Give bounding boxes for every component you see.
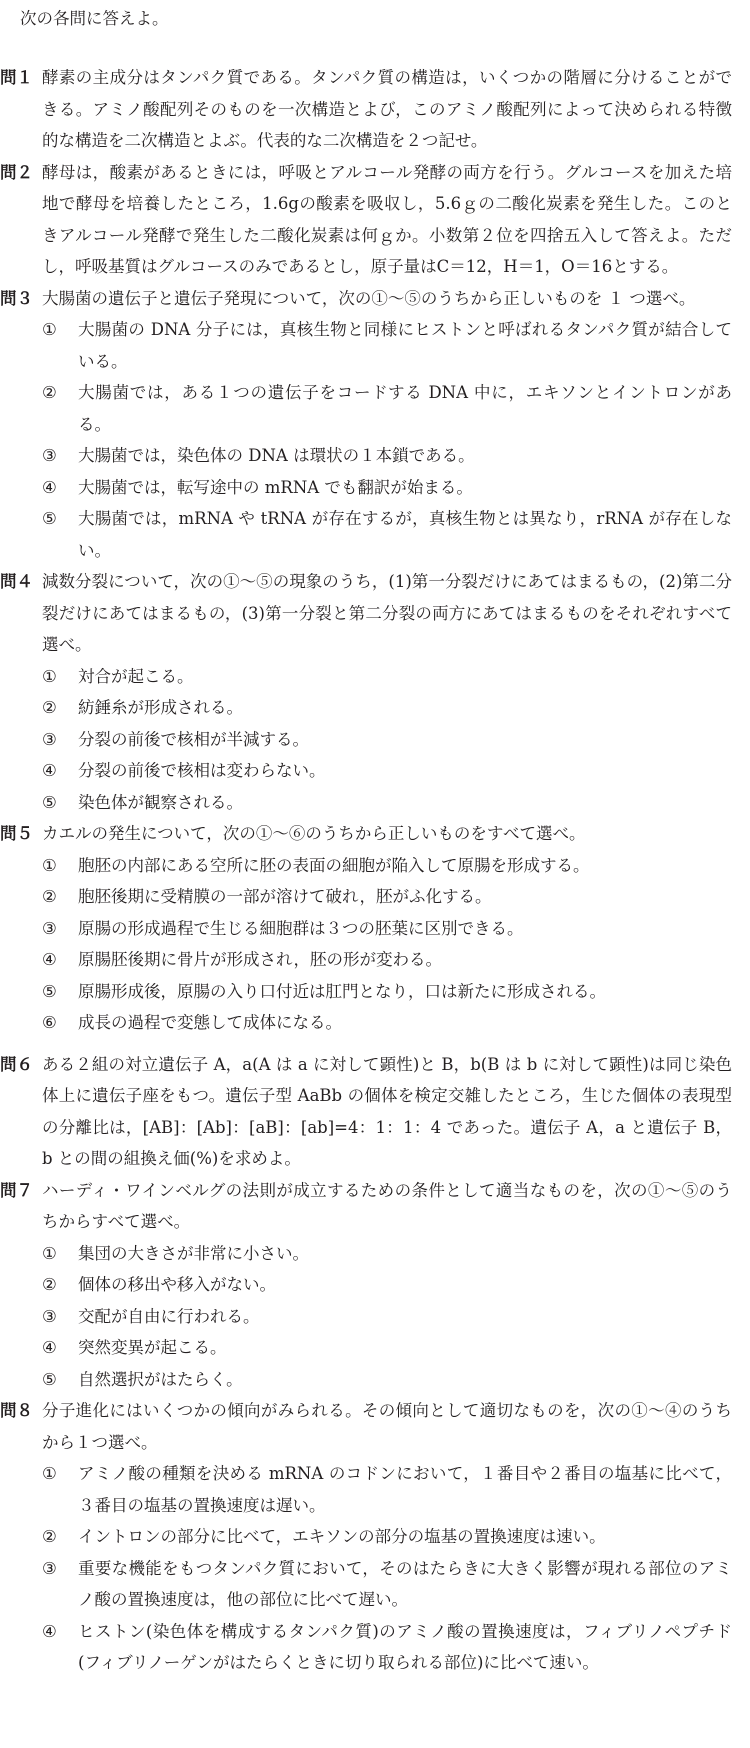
question-5 [0, 818, 732, 1039]
option [42, 692, 732, 724]
option [42, 1521, 732, 1553]
option-mark: ③ [42, 918, 57, 938]
option-mark: ② [42, 1275, 57, 1294]
option-mark: ① [42, 666, 57, 686]
option [42, 850, 732, 882]
option-text: 集団の大きさが非常に小さい。 [78, 1243, 309, 1263]
question-number: 問３ [0, 288, 33, 308]
option [42, 1364, 732, 1396]
question-text: カエルの発生について，次の①～⑥のうちから正しいものをすべて選べ。 [42, 824, 586, 843]
option-text: 胞胚の内部にある空所に胚の表面の細胞が陥入して原腸を形成する。 [78, 855, 590, 875]
option-text: アミノ酸の種類を決める mRNA のコドンにおいて，１番目や２番目の塩基に比べて，３番目の塩基の置換速度は遅い。 [78, 1464, 732, 1515]
option-mark: ④ [42, 1338, 57, 1357]
option [42, 377, 732, 440]
question-number: 問６ [0, 1054, 33, 1074]
option [42, 976, 732, 1008]
instructions: 次の各問に答えよ。 [20, 9, 169, 28]
option-mark: ④ [42, 477, 57, 497]
option [42, 1301, 732, 1333]
option [42, 1238, 732, 1270]
question-text: 減数分裂について，次の①～⑤の現象のうち，(1)第一分裂だけにあてはまるもの，(2)第二分裂だけにあてはまるもの，(3)第一分裂と第二分裂の両方にあてはまるものをそれぞれすべて選べ。 [42, 572, 732, 654]
option-text: 個体の移出や移入がない。 [78, 1275, 276, 1294]
question-number: 問７ [0, 1180, 33, 1200]
option [42, 755, 732, 787]
option-text: 重要な機能をもつタンパク質において，そのはたらきに大きく影響が現れる部位のアミノ酸の置換速度は，他の部位に比べて遅い。 [78, 1558, 732, 1609]
option [42, 1269, 732, 1301]
question-number: 問８ [0, 1401, 33, 1420]
option-mark: ⑤ [42, 1369, 57, 1389]
option [42, 503, 732, 566]
option-text: 紡錘糸が形成される。 [78, 698, 243, 717]
option-mark: ③ [42, 729, 57, 749]
option [42, 787, 732, 819]
option [42, 944, 732, 976]
option-mark: ① [42, 1243, 57, 1263]
option [42, 661, 732, 693]
option-text: 分裂の前後で核相は変わらない。 [78, 761, 326, 780]
question-8 [0, 1395, 732, 1679]
question-text: 分子進化にはいくつかの傾向がみられる。その傾向として適切なものを，次の①～④のうちから１つ選べ。 [42, 1401, 733, 1452]
option-text: 自然選択がはたらく。 [78, 1369, 243, 1389]
option-text: 大腸菌では，染色体の DNA は環状の１本鎖である。 [78, 446, 475, 465]
option-text: 突然変異が起こる。 [78, 1338, 227, 1357]
question-number: 問１ [0, 68, 33, 87]
option-mark: ② [42, 1527, 57, 1546]
question-text: 大腸菌の遺伝子と遺伝子発現について，次の①～⑤のうちから正しいものを １ つ選べ。 [42, 288, 696, 308]
question-text: 酵母は，酸素があるときには，呼吸とアルコール発酵の両方を行う。グルコースを加えた培地で酵母を培養したところ，1.6gの酸素を吸収し，5.6ｇの二酸化炭素を発生した。このときアルコール発酵で発生した二酸化炭素は何ｇか。小数第２位を四捨五入して答えよ。ただし，呼吸基質はグルコースのみであるとし，原子量はC＝12，H＝1，O＝16とする。 [42, 162, 732, 276]
option-text: 原腸の形成過程で生じる細胞群は３つの胚葉に区別できる。 [78, 918, 524, 938]
option [42, 1458, 732, 1521]
option-mark: ③ [42, 446, 57, 465]
question-1 [0, 62, 732, 157]
option [42, 1616, 732, 1679]
option-text: 分裂の前後で核相が半減する。 [78, 729, 309, 749]
option [42, 314, 732, 377]
option-mark: ④ [42, 950, 57, 969]
option-text: イントロンの部分に比べて，エキソンの部分の塩基の置換速度は速い。 [78, 1527, 606, 1546]
option-mark: ① [42, 855, 57, 875]
option-mark: ⑤ [42, 981, 57, 1001]
question-text: ハーディ・ワインベルグの法則が成立するための条件として適当なものを，次の①～⑤のうちからすべて選べ。 [42, 1180, 732, 1231]
option [42, 1007, 732, 1039]
question-2 [0, 157, 732, 283]
option-text: 原腸胚後期に骨片が形成され，胚の形が変わる。 [78, 950, 442, 969]
option-mark: ① [42, 320, 57, 339]
question-number: 問４ [0, 572, 33, 591]
option-text: 成長の過程で変態して成体になる。 [78, 1013, 342, 1032]
option-list [42, 314, 732, 566]
option-mark: ⑤ [42, 792, 57, 812]
option-text: 大腸菌では，ある１つの遺伝子をコードする DNA 中に，エキソンとイントロンがある。 [78, 383, 732, 434]
question-number: 問２ [0, 162, 33, 182]
option [42, 472, 732, 504]
option-list [42, 1238, 732, 1396]
option-list [42, 1458, 732, 1679]
option-list [42, 850, 732, 1039]
question-4 [0, 566, 732, 818]
option [42, 440, 732, 472]
option-text: 交配が自由に行われる。 [78, 1306, 260, 1326]
option [42, 1332, 732, 1364]
question-6 [0, 1049, 732, 1175]
option-text: ヒストン(染色体を構成するタンパク質)のアミノ酸の置換速度は，フィブリノペプチド(フィブリノーゲンがはたらくときに切り取られる部位)に比べて速い。 [78, 1621, 732, 1672]
option-mark: ⑥ [42, 1013, 57, 1032]
option-mark: ③ [42, 1558, 57, 1578]
option-text: 対合が起こる。 [78, 666, 194, 686]
option-mark: ② [42, 887, 57, 906]
option-text: 原腸形成後，原腸の入り口付近は肛門となり，口は新たに形成される。 [78, 981, 606, 1001]
question-text: 酵素の主成分はタンパク質である。タンパク質の構造は，いくつかの階層に分けることができる。アミノ酸配列そのものを一次構造とよび，このアミノ酸配列によって決められる特徴的な構造を二次構造とよぶ。代表的な二次構造を２つ記せ。 [42, 68, 732, 150]
option-list [42, 661, 732, 819]
option [42, 724, 732, 756]
option-mark: ② [42, 698, 57, 717]
option-text: 染色体が観察される。 [78, 792, 243, 812]
option [42, 1553, 732, 1616]
option-mark: ④ [42, 1621, 57, 1641]
question-3 [0, 283, 732, 567]
option-mark: ② [42, 383, 57, 402]
question-list [0, 62, 732, 1679]
option-mark: ⑤ [42, 509, 57, 528]
option [42, 881, 732, 913]
question-number: 問５ [0, 824, 33, 843]
option [42, 913, 732, 945]
option-mark: ① [42, 1464, 57, 1483]
option-text: 大腸菌の DNA 分子には，真核生物と同様にヒストンと呼ばれるタンパク質が結合している。 [78, 320, 732, 371]
option-text: 大腸菌では，転写途中の mRNA でも翻訳が始まる。 [78, 477, 473, 497]
option-mark: ④ [42, 761, 57, 780]
question-7 [0, 1175, 732, 1396]
option-mark: ③ [42, 1306, 57, 1326]
option-text: 胞胚後期に受精膜の一部が溶けて破れ，胚がふ化する。 [78, 887, 492, 906]
question-text: ある２組の対立遺伝子 A，a(A は a に対して顕性)と B，b(B は b に対して顕性)は同じ染色体上に遺伝子座をもつ。遺伝子型 AaBb の個体を検定交雑したところ，生じた個体の表現型の分離比は，[AB]：[Ab]：[aB]：[ab]=4：1：1：4 であった。遺伝子 A，a と遺伝子 B，b との間の組換え価(%)を求めよ。 [42, 1054, 732, 1168]
option-text: 大腸菌では，mRNA や tRNA が存在するが，真核生物とは異なり，rRNA が存在しない。 [78, 509, 732, 560]
